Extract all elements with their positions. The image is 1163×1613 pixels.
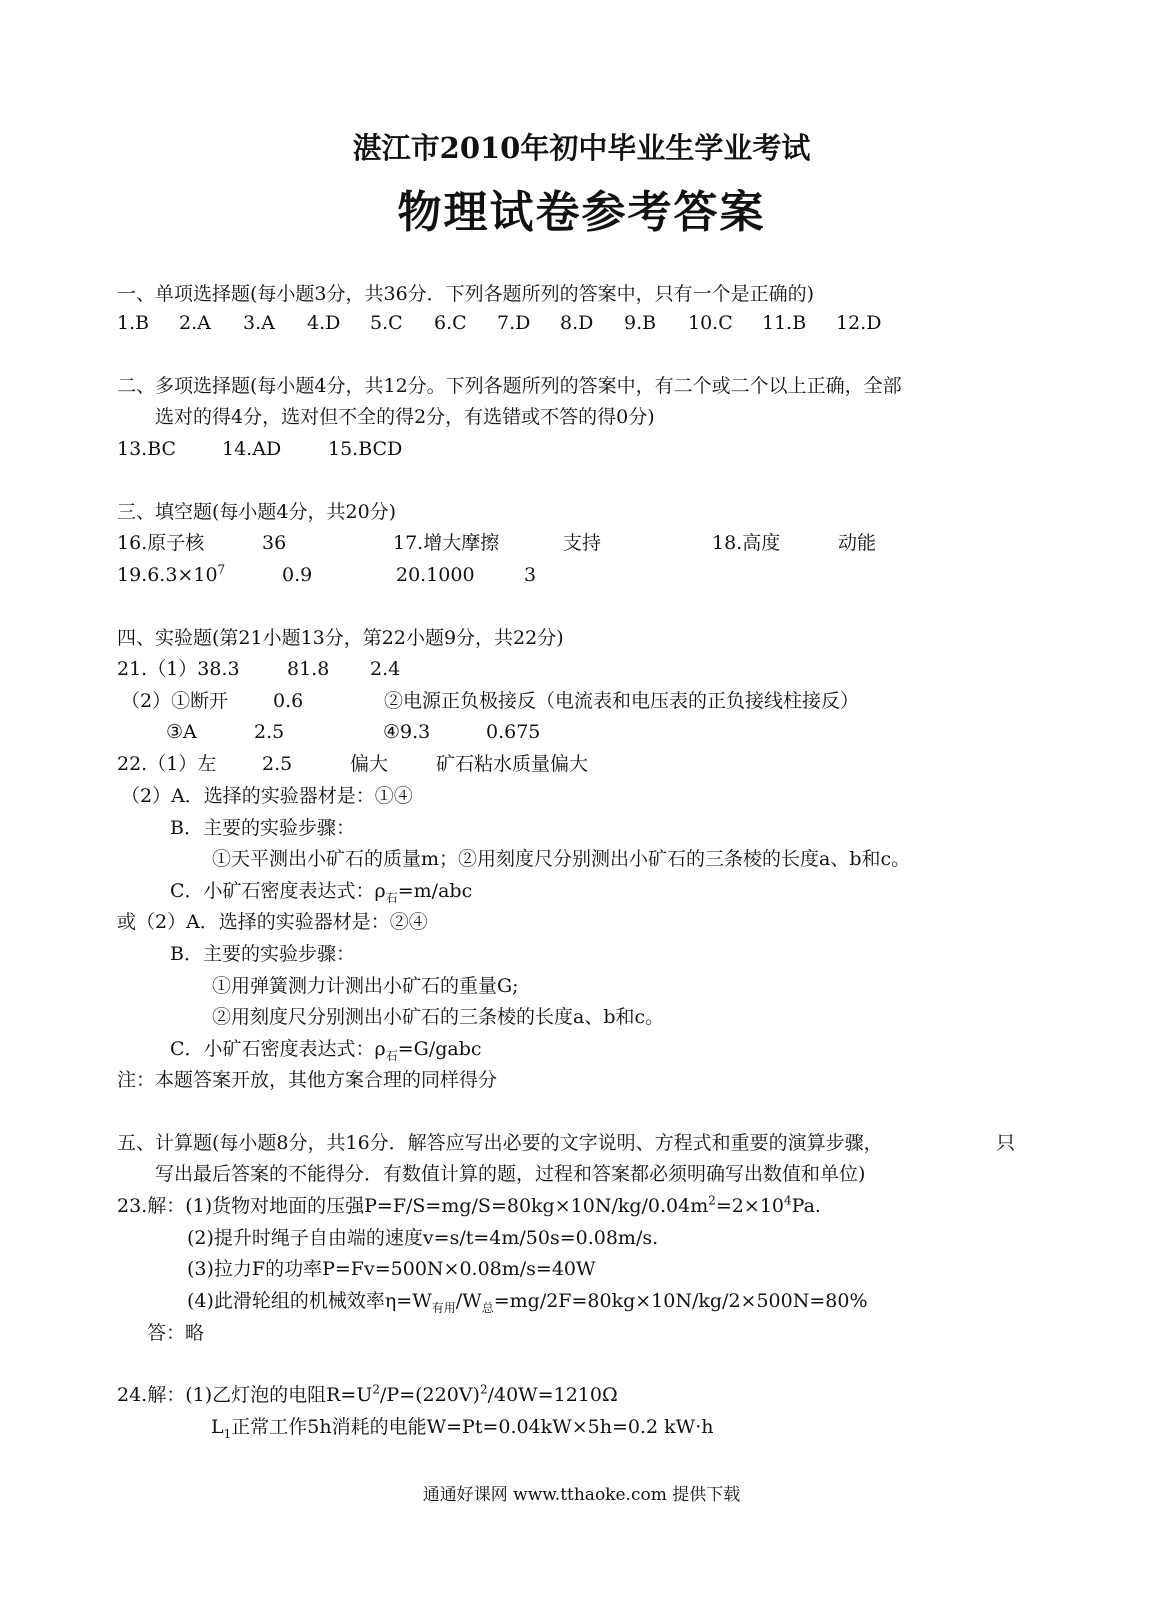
section3-heading: 三、填空题(每小题4分，共20分) (117, 501, 397, 523)
q22-part2-d: C．小矿石密度表达式：$\rho_石=m$/abc (170, 880, 473, 905)
q21-part2-c: ②电源正负极接反（电流表和电压表的正负接线柱接反） (384, 690, 860, 712)
q17-answer: 17.增大摩擦 (393, 532, 500, 554)
q18-answer-2: 动能 (838, 532, 877, 554)
alt-part2-a: 或（2）A．选择的实验器材是：②④ (117, 911, 428, 933)
q21-part2-e: 2.5 (254, 721, 285, 743)
q20-answer: 20.1000 (396, 564, 475, 586)
q21-part2-d: ③A (166, 721, 197, 743)
q16-answer-2: 36 (262, 532, 287, 554)
answer-item: 7.D (497, 312, 531, 334)
section5-heading-cont: 写出最后答案的不能得分．有数值计算的题，过程和答案都必须明确写出数值和单位) (155, 1163, 866, 1185)
q21-part1-c: 2.4 (370, 658, 401, 680)
answer-item: 4.D (307, 312, 341, 334)
answer-item: 2.A (179, 312, 211, 334)
alt-part2-c: ①用弹簧测力计测出小矿石的重量G; (212, 975, 519, 997)
section5-heading-tail: 只 (996, 1132, 1016, 1154)
q17-answer-2: 支持 (563, 532, 602, 554)
q22-part2-c: ①天平测出小矿石的质量m；②用刻度尺分别测出小矿石的三条棱的长度a、b和c。 (212, 848, 911, 870)
q22-part1-c: 偏大 (350, 753, 389, 775)
q21-part1-b: 81.8 (287, 658, 330, 680)
q16-answer: 16.原子核 (117, 532, 205, 554)
q22-part1: 22.（1）左 (117, 753, 217, 775)
answer-item: 11.B (762, 312, 807, 334)
alt-part2-e: C．小矿石密度表达式：$\rho_石=G$/gabc (170, 1038, 482, 1063)
q21-part1: 21.（1）38.3 (117, 658, 240, 680)
q23-step4: (4)此滑轮组的机械效率$\eta=W_{有用}/W_总=mg/2F=80kg\times 10N/kg/2\times 500N=80\%$ (187, 1290, 868, 1315)
q19-answer: $19.6.3\times 10^7$ (117, 562, 226, 586)
answer-item: 15.BCD (328, 438, 403, 460)
q21-part2-f: ④9.3 (383, 721, 431, 743)
answer-item: 10.C (688, 312, 733, 334)
q18-answer: 18.高度 (712, 532, 781, 554)
answer-key-title: 物理试卷参考答案 (397, 187, 766, 238)
answer-item: 1.B (117, 312, 150, 334)
answer-item: 12.D (836, 312, 882, 334)
exam-title: 湛江市2010年初中毕业生学业考试 (352, 131, 811, 165)
q22-part1-b: 2.5 (262, 753, 293, 775)
q21-part2-g: 0.675 (486, 721, 541, 743)
answer-item: 8.D (560, 312, 594, 334)
alt-part2-b: B．主要的实验步骤： (170, 943, 355, 965)
section2-heading-cont: 选对的得4分，选对但不全的得2分，有选错或不答的得0分) (155, 406, 655, 428)
footer-source: 通通好课网 www.tthaoke.com 提供下载 (422, 1485, 741, 1505)
q22-part2-b: B．主要的实验步骤： (170, 817, 355, 839)
answer-item: 14.AD (222, 438, 282, 460)
answer-item: 9.B (624, 312, 657, 334)
answer-item: 3.A (243, 312, 275, 334)
section4-heading: 四、实验题(第21小题13分，第22小题9分，共22分) (117, 627, 564, 649)
section5-heading: 五、计算题(每小题8分，共16分．解答应写出必要的文字说明、方程式和重要的演算步骤， (117, 1132, 883, 1154)
answer-item: 6.C (434, 312, 467, 334)
note: 注：本题答案开放，其他方案合理的同样得分 (117, 1069, 498, 1091)
alt-part2-d: ②用刻度尺分别测出小矿石的三条棱的长度a、b和c。 (212, 1006, 665, 1028)
section1-heading: 一、单项选择题(每小题3分，共36分．下列各题所列的答案中，只有一个是正确的) (117, 283, 815, 305)
q23-step3: (3)拉力F的功率P=Fv=500N×0.08m/s=40W (187, 1258, 596, 1280)
q19-answer-2: 0.9 (282, 564, 313, 586)
q23-step2: (2)提升时绳子自由端的速度v=s/t=4m/50s=0.08m/s. (187, 1227, 659, 1249)
q21-part2-b: 0.6 (273, 690, 304, 712)
q24-step2: $L_1$正常工作5h消耗的电能W=Pt=0.04kW×5h=0.2 kW·h (211, 1416, 714, 1441)
q24-step1: 24.解：(1)乙灯泡的电阻$R=U^2/P=(220V)^2/40W=1210\Omega$ (117, 1382, 618, 1406)
answer-item: 5.C (370, 312, 403, 334)
q23-step1: 23.解：(1)货物对地面的压强$P=F/S=mg/S=80kg\times 10N/kg/0.04m^2=2\times 10^4Pa$. (117, 1193, 821, 1217)
section2-heading: 二、多项选择题(每小题4分，共12分。下列各题所列的答案中，有二个或二个以上正确，全部 (117, 375, 902, 397)
q21-part2: （2）①断开 (121, 690, 229, 712)
answer-item: 13.BC (117, 438, 177, 460)
q23-answer: 答：略 (147, 1322, 205, 1344)
q20-answer-2: 3 (524, 564, 537, 586)
q22-part2-a: （2）A．选择的实验器材是：①④ (121, 785, 413, 807)
q22-part1-d: 矿石粘水质量偏大 (436, 753, 589, 775)
